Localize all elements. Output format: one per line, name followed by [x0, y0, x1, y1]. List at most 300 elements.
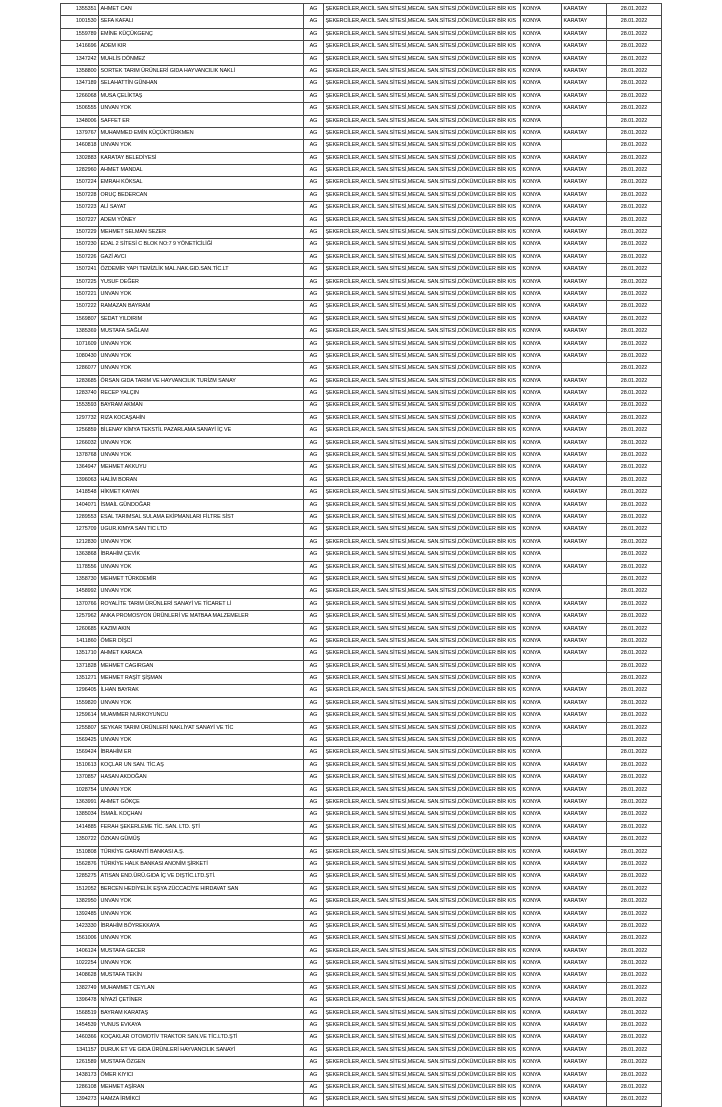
- outage-date: 28.01.2022: [607, 858, 662, 870]
- city: KONYA: [521, 264, 562, 276]
- city: KONYA: [521, 350, 562, 362]
- affected-areas: ŞEKERCİLER,AKCİL SAN.SİTESİ,MECAL SAN.SİTESİ,DÖKÜMCÜLER BİR KIS: [324, 301, 521, 313]
- district: KARATAY: [562, 165, 607, 177]
- subscriber-id: 1507222: [61, 301, 99, 313]
- district: KARATAY: [562, 858, 607, 870]
- table-row: [61, 834, 662, 846]
- outage-date: 28.01.2022: [607, 425, 662, 437]
- district: KARATAY: [562, 611, 607, 623]
- outage-date: 28.01.2022: [607, 78, 662, 90]
- outage-date: 28.01.2022: [607, 115, 662, 127]
- district: KARATAY: [562, 1057, 607, 1069]
- table-row: [61, 425, 662, 437]
- voltage-type: AG: [304, 858, 324, 870]
- district: KARATAY: [562, 685, 607, 697]
- voltage-type: AG: [304, 425, 324, 437]
- subscriber-name: ROYALİTE TARIM ÜRÜNLERİ SANAYİ VE TİCARET Lİ: [99, 598, 304, 610]
- subscriber-id: 1378768: [61, 450, 99, 462]
- outage-date: 28.01.2022: [607, 908, 662, 920]
- affected-areas: ŞEKERCİLER,AKCİL SAN.SİTESİ,MECAL SAN.SİTESİ,DÖKÜMCÜLER BİR KIS: [324, 375, 521, 387]
- city: KONYA: [521, 462, 562, 474]
- subscriber-name: MUSTAFA GECER: [99, 945, 304, 957]
- district: KARATAY: [562, 623, 607, 635]
- voltage-type: AG: [304, 945, 324, 957]
- city: KONYA: [521, 412, 562, 424]
- subscriber-name: TÜRKİYE HALK BANKASI ANONİM ŞİRKETİ: [99, 858, 304, 870]
- table-row: [61, 474, 662, 486]
- outage-date: 28.01.2022: [607, 152, 662, 164]
- affected-areas: ŞEKERCİLER,AKCİL SAN.SİTESİ,MECAL SAN.SİTESİ,DÖKÜMCÜLER BİR KIS: [324, 635, 521, 647]
- subscriber-id: 1255807: [61, 722, 99, 734]
- voltage-type: AG: [304, 573, 324, 585]
- city: KONYA: [521, 276, 562, 288]
- affected-areas: ŞEKERCİLER,AKCİL SAN.SİTESİ,MECAL SAN.SİTESİ,DÖKÜMCÜLER BİR KIS: [324, 474, 521, 486]
- outage-date: 28.01.2022: [607, 450, 662, 462]
- outage-date: 28.01.2022: [607, 1044, 662, 1056]
- outage-date: 28.01.2022: [607, 797, 662, 809]
- subscriber-id: 1348006: [61, 115, 99, 127]
- subscriber-name: UNVAN YOK: [99, 363, 304, 375]
- voltage-type: AG: [304, 16, 324, 28]
- subscriber-id: 1562876: [61, 858, 99, 870]
- district: KARATAY: [562, 883, 607, 895]
- district: [562, 549, 607, 561]
- subscriber-id: 1296405: [61, 685, 99, 697]
- subscriber-name: MUHAMMET CEYLAN: [99, 982, 304, 994]
- subscriber-name: BAYRAM AKMAN: [99, 400, 304, 412]
- subscriber-name: UNVAN YOK: [99, 350, 304, 362]
- subscriber-name: ÖRSAN GIDA TARIM VE HAYVANCILIK TURİZM SANAY: [99, 375, 304, 387]
- city: KONYA: [521, 995, 562, 1007]
- subscriber-id: 1261589: [61, 1057, 99, 1069]
- subscriber-name: UNVAN YOK: [99, 735, 304, 747]
- city: KONYA: [521, 127, 562, 139]
- outage-date: 28.01.2022: [607, 722, 662, 734]
- subscriber-name: AHMET KARACA: [99, 648, 304, 660]
- affected-areas: ŞEKERCİLER,AKCİL SAN.SİTESİ,MECAL SAN.SİTESİ,DÖKÜMCÜLER BİR KIS: [324, 697, 521, 709]
- subscriber-name: ADEM KIR: [99, 41, 304, 53]
- voltage-type: AG: [304, 450, 324, 462]
- voltage-type: AG: [304, 288, 324, 300]
- voltage-type: AG: [304, 821, 324, 833]
- affected-areas: ŞEKERCİLER,AKCİL SAN.SİTESİ,MECAL SAN.SİTESİ,DÖKÜMCÜLER BİR KIS: [324, 524, 521, 536]
- affected-areas: ŞEKERCİLER,AKCİL SAN.SİTESİ,MECAL SAN.SİTESİ,DÖKÜMCÜLER BİR KIS: [324, 288, 521, 300]
- affected-areas: ŞEKERCİLER,AKCİL SAN.SİTESİ,MECAL SAN.SİTESİ,DÖKÜMCÜLER BİR KIS: [324, 1032, 521, 1044]
- city: KONYA: [521, 920, 562, 932]
- city: KONYA: [521, 425, 562, 437]
- district: KARATAY: [562, 4, 607, 16]
- voltage-type: AG: [304, 4, 324, 16]
- table-row: [61, 561, 662, 573]
- city: KONYA: [521, 846, 562, 858]
- voltage-type: AG: [304, 995, 324, 1007]
- subscriber-id: 1358730: [61, 573, 99, 585]
- voltage-type: AG: [304, 623, 324, 635]
- subscriber-name: UNVAN YOK: [99, 338, 304, 350]
- outage-date: 28.01.2022: [607, 214, 662, 226]
- district: KARATAY: [562, 189, 607, 201]
- affected-areas: ŞEKERCİLER,AKCİL SAN.SİTESİ,MECAL SAN.SİTESİ,DÖKÜMCÜLER BİR KIS: [324, 16, 521, 28]
- city: KONYA: [521, 239, 562, 251]
- outage-date: 28.01.2022: [607, 920, 662, 932]
- city: KONYA: [521, 549, 562, 561]
- subscriber-name: UNVAN YOK: [99, 958, 304, 970]
- table-row: [61, 202, 662, 214]
- district: KARATAY: [562, 982, 607, 994]
- city: KONYA: [521, 1057, 562, 1069]
- district: KARATAY: [562, 1069, 607, 1081]
- affected-areas: ŞEKERCİLER,AKCİL SAN.SİTESİ,MECAL SAN.SİTESİ,DÖKÜMCÜLER BİR KIS: [324, 388, 521, 400]
- subscriber-id: 1507228: [61, 189, 99, 201]
- district: KARATAY: [562, 1094, 607, 1106]
- subscriber-id: 1256859: [61, 425, 99, 437]
- subscriber-id: 1302883: [61, 152, 99, 164]
- outage-date: 28.01.2022: [607, 487, 662, 499]
- subscriber-name: EDAL 2 SİTESİ C BLOK NO:7 9 YÖNETİCİLİĞİ: [99, 239, 304, 251]
- city: KONYA: [521, 115, 562, 127]
- table-row: [61, 759, 662, 771]
- affected-areas: ŞEKERCİLER,AKCİL SAN.SİTESİ,MECAL SAN.SİTESİ,DÖKÜMCÜLER BİR KIS: [324, 834, 521, 846]
- city: KONYA: [521, 784, 562, 796]
- table-row: [61, 871, 662, 883]
- subscriber-id: 1351271: [61, 673, 99, 685]
- affected-areas: ŞEKERCİLER,AKCİL SAN.SİTESİ,MECAL SAN.SİTESİ,DÖKÜMCÜLER BİR KIS: [324, 437, 521, 449]
- voltage-type: AG: [304, 549, 324, 561]
- subscriber-id: 1178556: [61, 561, 99, 573]
- table-row: [61, 945, 662, 957]
- affected-areas: ŞEKERCİLER,AKCİL SAN.SİTESİ,MECAL SAN.SİTESİ,DÖKÜMCÜLER BİR KIS: [324, 673, 521, 685]
- outage-date: 28.01.2022: [607, 28, 662, 40]
- district: KARATAY: [562, 227, 607, 239]
- table-row: [61, 90, 662, 102]
- affected-areas: ŞEKERCİLER,AKCİL SAN.SİTESİ,MECAL SAN.SİTESİ,DÖKÜMCÜLER BİR KIS: [324, 338, 521, 350]
- voltage-type: AG: [304, 648, 324, 660]
- subscriber-name: UNVAN YOK: [99, 933, 304, 945]
- table-row: [61, 722, 662, 734]
- city: KONYA: [521, 722, 562, 734]
- table-row: [61, 400, 662, 412]
- city: KONYA: [521, 970, 562, 982]
- subscriber-id: 1507227: [61, 214, 99, 226]
- district: KARATAY: [562, 499, 607, 511]
- city: KONYA: [521, 28, 562, 40]
- voltage-type: AG: [304, 103, 324, 115]
- subscriber-name: MUHLİS DÖNMEZ: [99, 53, 304, 65]
- affected-areas: ŞEKERCİLER,AKCİL SAN.SİTESİ,MECAL SAN.SİTESİ,DÖKÜMCÜLER BİR KIS: [324, 177, 521, 189]
- outage-date: 28.01.2022: [607, 499, 662, 511]
- subscriber-name: DURUK ET VE GIDA ÜRÜNLERİ HAYVANCILIK SANAYİ: [99, 1044, 304, 1056]
- outage-date: 28.01.2022: [607, 53, 662, 65]
- district: KARATAY: [562, 78, 607, 90]
- subscriber-name: MUHAMMED EMİN KÜÇÜKTÜRKMEN: [99, 127, 304, 139]
- city: KONYA: [521, 326, 562, 338]
- district: KARATAY: [562, 797, 607, 809]
- subscriber-name: MEHMET TÜRKDEMİR: [99, 573, 304, 585]
- city: KONYA: [521, 487, 562, 499]
- subscriber-id: 1507221: [61, 288, 99, 300]
- outage-date: 28.01.2022: [607, 635, 662, 647]
- subscriber-name: RAMAZAN BAYRAM: [99, 301, 304, 313]
- outage-date: 28.01.2022: [607, 140, 662, 152]
- district: KARATAY: [562, 896, 607, 908]
- subscriber-name: KOÇAKLAR OTOMOTİV TRAKTOR SAN.VE TİC.LTD.ŞTİ: [99, 1032, 304, 1044]
- outage-date: 28.01.2022: [607, 177, 662, 189]
- voltage-type: AG: [304, 152, 324, 164]
- affected-areas: ŞEKERCİLER,AKCİL SAN.SİTESİ,MECAL SAN.SİTESİ,DÖKÜMCÜLER BİR KIS: [324, 623, 521, 635]
- city: KONYA: [521, 140, 562, 152]
- voltage-type: AG: [304, 1044, 324, 1056]
- district: KARATAY: [562, 697, 607, 709]
- outage-date: 28.01.2022: [607, 673, 662, 685]
- table-row: [61, 350, 662, 362]
- table-row: [61, 809, 662, 821]
- affected-areas: ŞEKERCİLER,AKCİL SAN.SİTESİ,MECAL SAN.SİTESİ,DÖKÜMCÜLER BİR KIS: [324, 326, 521, 338]
- outage-date: 28.01.2022: [607, 945, 662, 957]
- outage-date: 28.01.2022: [607, 474, 662, 486]
- outage-date: 28.01.2022: [607, 388, 662, 400]
- table-row: [61, 858, 662, 870]
- outage-date: 28.01.2022: [607, 251, 662, 263]
- subscriber-id: 1561006: [61, 933, 99, 945]
- outage-date: 28.01.2022: [607, 561, 662, 573]
- outage-date: 28.01.2022: [607, 710, 662, 722]
- city: KONYA: [521, 4, 562, 16]
- outage-date: 28.01.2022: [607, 896, 662, 908]
- subscriber-name: UNVAN YOK: [99, 908, 304, 920]
- affected-areas: ŞEKERCİLER,AKCİL SAN.SİTESİ,MECAL SAN.SİTESİ,DÖKÜMCÜLER BİR KIS: [324, 821, 521, 833]
- district: KARATAY: [562, 821, 607, 833]
- district: KARATAY: [562, 127, 607, 139]
- city: KONYA: [521, 809, 562, 821]
- voltage-type: AG: [304, 685, 324, 697]
- district: KARATAY: [562, 710, 607, 722]
- voltage-type: AG: [304, 536, 324, 548]
- outage-date: 28.01.2022: [607, 202, 662, 214]
- outage-date: 28.01.2022: [607, 276, 662, 288]
- city: KONYA: [521, 797, 562, 809]
- affected-areas: ŞEKERCİLER,AKCİL SAN.SİTESİ,MECAL SAN.SİTESİ,DÖKÜMCÜLER BİR KIS: [324, 1020, 521, 1032]
- table-row: [61, 982, 662, 994]
- subscriber-id: 1071609: [61, 338, 99, 350]
- voltage-type: AG: [304, 264, 324, 276]
- affected-areas: ŞEKERCİLER,AKCİL SAN.SİTESİ,MECAL SAN.SİTESİ,DÖKÜMCÜLER BİR KIS: [324, 920, 521, 932]
- table-row: [61, 165, 662, 177]
- affected-areas: ŞEKERCİLER,AKCİL SAN.SİTESİ,MECAL SAN.SİTESİ,DÖKÜMCÜLER BİR KIS: [324, 313, 521, 325]
- subscriber-name: ANKA PROMOSYON ÜRÜNLERİ VE MATBAA MALZEMELER: [99, 611, 304, 623]
- subscriber-id: 1370766: [61, 598, 99, 610]
- table-row: [61, 673, 662, 685]
- subscriber-name: ALİ SAYAT: [99, 202, 304, 214]
- outage-date: 28.01.2022: [607, 189, 662, 201]
- subscriber-id: 1370857: [61, 772, 99, 784]
- affected-areas: ŞEKERCİLER,AKCİL SAN.SİTESİ,MECAL SAN.SİTESİ,DÖKÜMCÜLER BİR KIS: [324, 685, 521, 697]
- voltage-type: AG: [304, 561, 324, 573]
- subscriber-id: 1510808: [61, 846, 99, 858]
- subscriber-name: UNVAN YOK: [99, 697, 304, 709]
- table-row: [61, 65, 662, 77]
- subscriber-id: 1379767: [61, 127, 99, 139]
- affected-areas: ŞEKERCİLER,AKCİL SAN.SİTESİ,MECAL SAN.SİTESİ,DÖKÜMCÜLER BİR KIS: [324, 561, 521, 573]
- city: KONYA: [521, 1094, 562, 1106]
- voltage-type: AG: [304, 338, 324, 350]
- subscriber-id: 1396063: [61, 474, 99, 486]
- table-row: [61, 524, 662, 536]
- outage-date: 28.01.2022: [607, 350, 662, 362]
- subscriber-id: 1568519: [61, 1007, 99, 1019]
- table-row: [61, 16, 662, 28]
- table-row: [61, 264, 662, 276]
- affected-areas: ŞEKERCİLER,AKCİL SAN.SİTESİ,MECAL SAN.SİTESİ,DÖKÜMCÜLER BİR KIS: [324, 883, 521, 895]
- affected-areas: ŞEKERCİLER,AKCİL SAN.SİTESİ,MECAL SAN.SİTESİ,DÖKÜMCÜLER BİR KIS: [324, 78, 521, 90]
- affected-areas: ŞEKERCİLER,AKCİL SAN.SİTESİ,MECAL SAN.SİTESİ,DÖKÜMCÜLER BİR KIS: [324, 512, 521, 524]
- table-row: [61, 933, 662, 945]
- subscriber-name: UNVAN YOK: [99, 140, 304, 152]
- city: KONYA: [521, 189, 562, 201]
- voltage-type: AG: [304, 759, 324, 771]
- affected-areas: ŞEKERCİLER,AKCİL SAN.SİTESİ,MECAL SAN.SİTESİ,DÖKÜMCÜLER BİR KIS: [324, 425, 521, 437]
- city: KONYA: [521, 660, 562, 672]
- outage-date: 28.01.2022: [607, 90, 662, 102]
- affected-areas: ŞEKERCİLER,AKCİL SAN.SİTESİ,MECAL SAN.SİTESİ,DÖKÜMCÜLER BİR KIS: [324, 586, 521, 598]
- subscriber-id: 1392485: [61, 908, 99, 920]
- affected-areas: ŞEKERCİLER,AKCİL SAN.SİTESİ,MECAL SAN.SİTESİ,DÖKÜMCÜLER BİR KIS: [324, 28, 521, 40]
- table-row: [61, 4, 662, 16]
- affected-areas: ŞEKERCİLER,AKCİL SAN.SİTESİ,MECAL SAN.SİTESİ,DÖKÜMCÜLER BİR KIS: [324, 239, 521, 251]
- outage-date: 28.01.2022: [607, 227, 662, 239]
- district: KARATAY: [562, 152, 607, 164]
- outage-date: 28.01.2022: [607, 759, 662, 771]
- subscriber-name: KAZIM AKIN: [99, 623, 304, 635]
- city: KONYA: [521, 512, 562, 524]
- district: KARATAY: [562, 648, 607, 660]
- voltage-type: AG: [304, 920, 324, 932]
- outage-date: 28.01.2022: [607, 772, 662, 784]
- district: KARATAY: [562, 809, 607, 821]
- table-row: [61, 41, 662, 53]
- city: KONYA: [521, 598, 562, 610]
- subscriber-name: İSMAİL KOÇHAN: [99, 809, 304, 821]
- subscriber-name: İLHAN BAYRAK: [99, 685, 304, 697]
- district: KARATAY: [562, 450, 607, 462]
- subscriber-name: NİYAZİ ÇETİNER: [99, 995, 304, 1007]
- affected-areas: ŞEKERCİLER,AKCİL SAN.SİTESİ,MECAL SAN.SİTESİ,DÖKÜMCÜLER BİR KIS: [324, 945, 521, 957]
- voltage-type: AG: [304, 1081, 324, 1093]
- subscriber-name: SORTEK TARIM ÜRÜNLERİ GIDA HAYVANCILIK NAKLİ: [99, 65, 304, 77]
- voltage-type: AG: [304, 933, 324, 945]
- city: KONYA: [521, 858, 562, 870]
- table-row: [61, 227, 662, 239]
- district: KARATAY: [562, 995, 607, 1007]
- table-row: [61, 512, 662, 524]
- district: KARATAY: [562, 908, 607, 920]
- voltage-type: AG: [304, 350, 324, 362]
- table-row: [61, 970, 662, 982]
- district: KARATAY: [562, 487, 607, 499]
- voltage-type: AG: [304, 276, 324, 288]
- voltage-type: AG: [304, 524, 324, 536]
- outage-date: 28.01.2022: [607, 1057, 662, 1069]
- district: KARATAY: [562, 28, 607, 40]
- affected-areas: ŞEKERCİLER,AKCİL SAN.SİTESİ,MECAL SAN.SİTESİ,DÖKÜMCÜLER BİR KIS: [324, 487, 521, 499]
- district: KARATAY: [562, 388, 607, 400]
- affected-areas: ŞEKERCİLER,AKCİL SAN.SİTESİ,MECAL SAN.SİTESİ,DÖKÜMCÜLER BİR KIS: [324, 809, 521, 821]
- voltage-type: AG: [304, 722, 324, 734]
- subscriber-name: ÖMER DİŞCİ: [99, 635, 304, 647]
- table-row: [61, 28, 662, 40]
- table-row: [61, 1020, 662, 1032]
- table-row: [61, 586, 662, 598]
- affected-areas: ŞEKERCİLER,AKCİL SAN.SİTESİ,MECAL SAN.SİTESİ,DÖKÜMCÜLER BİR KIS: [324, 735, 521, 747]
- outage-date: 28.01.2022: [607, 598, 662, 610]
- subscriber-id: 1411860: [61, 635, 99, 647]
- table-row: [61, 301, 662, 313]
- outage-date: 28.01.2022: [607, 462, 662, 474]
- city: KONYA: [521, 908, 562, 920]
- subscriber-name: MUAMMER NURKOYUNCU: [99, 710, 304, 722]
- city: KONYA: [521, 301, 562, 313]
- subscriber-id: 1364947: [61, 462, 99, 474]
- subscriber-name: RIZA KOCAŞAHİN: [99, 412, 304, 424]
- subscriber-id: 1423330: [61, 920, 99, 932]
- district: [562, 660, 607, 672]
- city: KONYA: [521, 883, 562, 895]
- outage-date: 28.01.2022: [607, 1094, 662, 1106]
- affected-areas: ŞEKERCİLER,AKCİL SAN.SİTESİ,MECAL SAN.SİTESİ,DÖKÜMCÜLER BİR KIS: [324, 858, 521, 870]
- outage-date: 28.01.2022: [607, 834, 662, 846]
- district: KARATAY: [562, 958, 607, 970]
- table-row: [61, 660, 662, 672]
- subscriber-name: GAZİ AVCI: [99, 251, 304, 263]
- subscriber-id: 1347242: [61, 53, 99, 65]
- district: KARATAY: [562, 239, 607, 251]
- outage-date: 28.01.2022: [607, 573, 662, 585]
- subscriber-name: ADEM YÖNEY: [99, 214, 304, 226]
- subscriber-name: İBRAHİM ER: [99, 747, 304, 759]
- subscriber-name: KOÇLAR UN SAN. TİC.AŞ: [99, 759, 304, 771]
- affected-areas: ŞEKERCİLER,AKCİL SAN.SİTESİ,MECAL SAN.SİTESİ,DÖKÜMCÜLER BİR KIS: [324, 1044, 521, 1056]
- district: KARATAY: [562, 512, 607, 524]
- voltage-type: AG: [304, 809, 324, 821]
- table-row: [61, 747, 662, 759]
- affected-areas: ŞEKERCİLER,AKCİL SAN.SİTESİ,MECAL SAN.SİTESİ,DÖKÜMCÜLER BİR KIS: [324, 251, 521, 263]
- voltage-type: AG: [304, 127, 324, 139]
- subscriber-name: ÖZDEMİR YAPI TEMİZLİK MAL.NAK.GID.SAN.TİC.LT: [99, 264, 304, 276]
- affected-areas: ŞEKERCİLER,AKCİL SAN.SİTESİ,MECAL SAN.SİTESİ,DÖKÜMCÜLER BİR KIS: [324, 165, 521, 177]
- table-row: [61, 1094, 662, 1106]
- district: KARATAY: [562, 462, 607, 474]
- district: KARATAY: [562, 103, 607, 115]
- city: KONYA: [521, 747, 562, 759]
- voltage-type: AG: [304, 512, 324, 524]
- table-row: [61, 437, 662, 449]
- outage-date: 28.01.2022: [607, 697, 662, 709]
- subscriber-id: 1507224: [61, 177, 99, 189]
- district: KARATAY: [562, 784, 607, 796]
- subscriber-id: 1507241: [61, 264, 99, 276]
- outage-table-body: [61, 4, 662, 1107]
- district: KARATAY: [562, 177, 607, 189]
- city: KONYA: [521, 982, 562, 994]
- affected-areas: ŞEKERCİLER,AKCİL SAN.SİTESİ,MECAL SAN.SİTESİ,DÖKÜMCÜLER BİR KIS: [324, 896, 521, 908]
- table-row: [61, 1081, 662, 1093]
- city: KONYA: [521, 821, 562, 833]
- district: KARATAY: [562, 425, 607, 437]
- subscriber-id: 1507229: [61, 227, 99, 239]
- subscriber-name: MEHMET CAGIRGAN: [99, 660, 304, 672]
- table-row: [61, 958, 662, 970]
- district: KARATAY: [562, 474, 607, 486]
- affected-areas: ŞEKERCİLER,AKCİL SAN.SİTESİ,MECAL SAN.SİTESİ,DÖKÜMCÜLER BİR KIS: [324, 202, 521, 214]
